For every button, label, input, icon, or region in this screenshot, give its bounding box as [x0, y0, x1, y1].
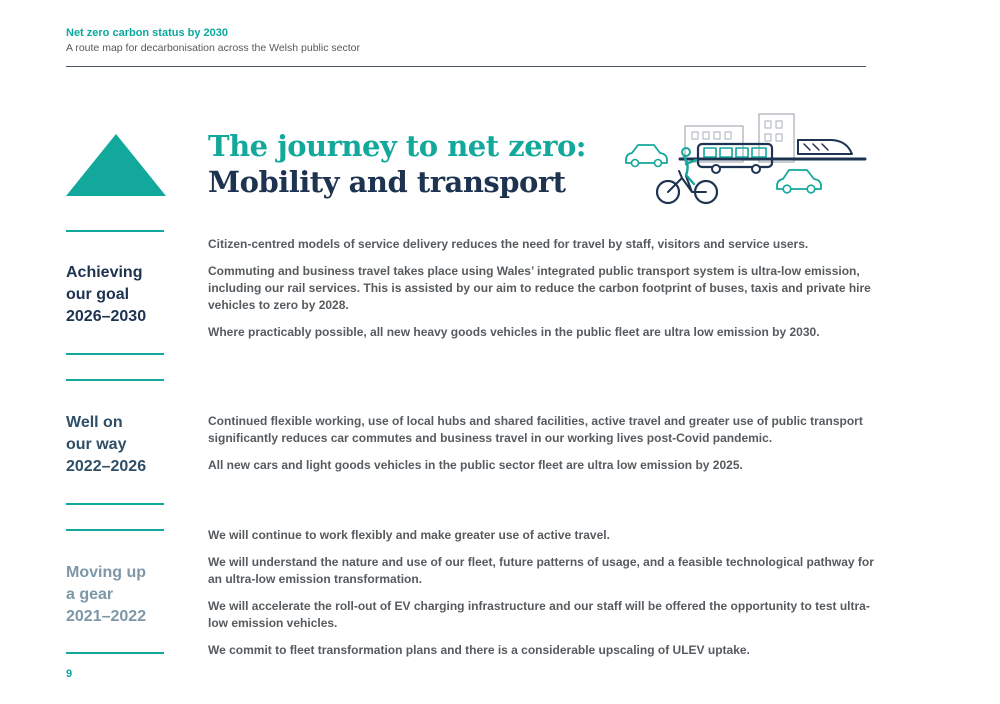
stage-label-years: 2022–2026	[66, 458, 147, 475]
stage-paragraph: We commit to fleet transformation plans and there is a considerable upscaling of ULEV uptake.	[208, 643, 750, 657]
header-divider	[66, 66, 866, 67]
stage-label-well-on-our-way	[66, 412, 146, 478]
header-title: Net zero carbon status by 2030	[66, 27, 229, 39]
page-title	[208, 128, 586, 200]
divider	[66, 230, 164, 232]
stage-text-moving-up-a-gear	[208, 527, 876, 669]
divider	[66, 529, 164, 531]
stage-paragraph: Citizen-centred models of service delivery reduces the need for travel by staff, visitors and service users.	[208, 237, 809, 251]
stage-label-line: our goal	[66, 286, 130, 303]
page-title-line-2: Mobility and transport	[208, 165, 566, 199]
stage-label-years: 2026–2030	[66, 308, 147, 325]
header-subtitle: A route map for decarbonisation across the Welsh public sector	[66, 42, 360, 54]
stage-text-well-on-our-way	[208, 413, 876, 484]
stage-paragraph: All new cars and light goods vehicles in the public sector fleet are ultra low emission by 2025.	[208, 458, 743, 472]
stage-text-achieving-our-goal	[208, 236, 876, 351]
transport-illustration-icon	[620, 112, 870, 212]
stage-paragraph: Continued flexible working, use of local hubs and shared facilities, active travel and greater use of public transport significantly reduces car commutes and business travel in our working lives post-Covid pandemic.	[208, 414, 863, 445]
stage-label-line: a gear	[66, 586, 114, 603]
divider	[66, 353, 164, 355]
page-number: 9	[66, 668, 73, 680]
page-title-line-1: The journey to net zero:	[208, 129, 586, 163]
stage-paragraph: We will continue to work flexibly and make greater use of active travel.	[208, 528, 610, 542]
divider	[66, 652, 164, 654]
divider	[66, 379, 164, 381]
divider	[66, 503, 164, 505]
stage-label-line: our way	[66, 436, 127, 453]
stage-label-years: 2021–2022	[66, 608, 147, 625]
stage-paragraph: We will accelerate the roll-out of EV charging infrastructure and our staff will be offered the opportunity to test ultra-low emission vehicles.	[208, 599, 870, 630]
stage-label-line: Achieving	[66, 264, 143, 281]
stage-label-line: Moving up	[66, 564, 146, 581]
stage-label-moving-up-a-gear	[66, 562, 146, 628]
stage-label-achieving-our-goal	[66, 262, 146, 328]
page-header	[66, 26, 866, 55]
triangle-icon	[66, 134, 166, 196]
stage-paragraph: We will understand the nature and use of our fleet, future patterns of usage, and a feasible technological pathway for an ultra-low emission transformation.	[208, 555, 874, 586]
stage-paragraph: Where practicably possible, all new heavy goods vehicles in the public fleet are ultra low emission by 2030.	[208, 325, 820, 339]
stage-paragraph: Commuting and business travel takes place using Wales’ integrated public transport system is ultra-low emission, including our rail services. This is assisted by our aim to reduce the carbon footprint of buses, taxis and private hire vehicles to zero by 2028.	[208, 264, 871, 312]
stage-label-line: Well on	[66, 414, 123, 431]
